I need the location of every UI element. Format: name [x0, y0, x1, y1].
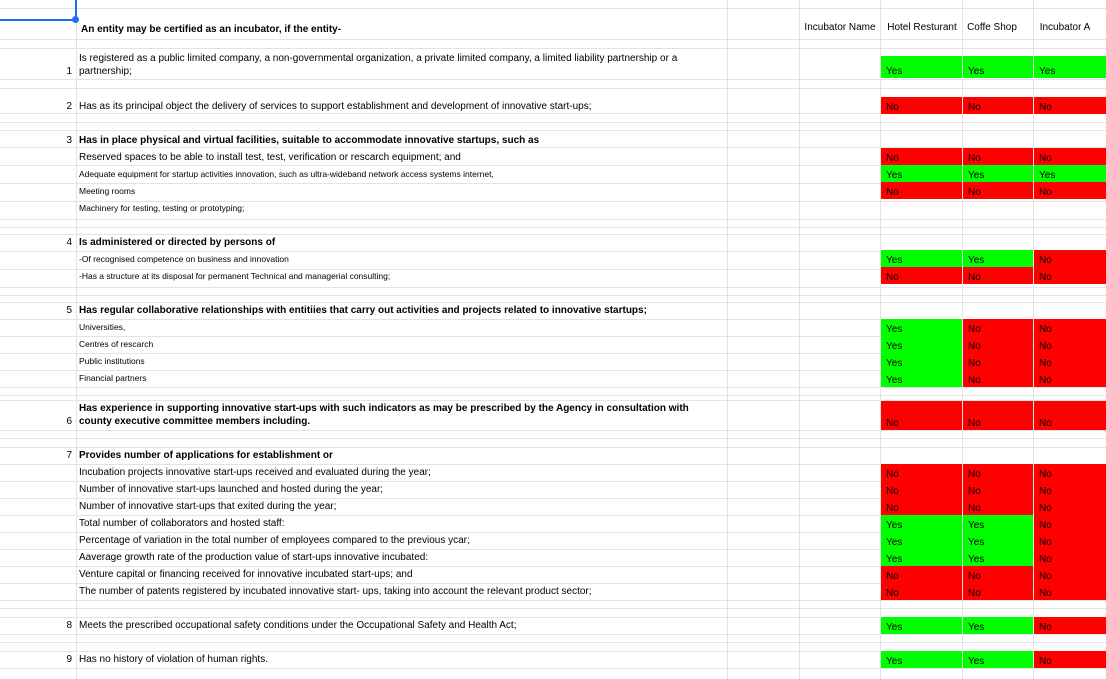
- row-number[interactable]: 6: [66, 416, 72, 427]
- status-cell[interactable]: No: [881, 481, 962, 498]
- criterion-text[interactable]: Provides number of applications for establishment or: [79, 450, 333, 461]
- status-cell[interactable]: No: [1034, 549, 1106, 566]
- status-cell[interactable]: No: [1034, 617, 1106, 634]
- status-cell[interactable]: Yes: [881, 353, 962, 370]
- status-cell[interactable]: No: [881, 401, 962, 430]
- status-cell[interactable]: No: [963, 481, 1033, 498]
- criterion-text[interactable]: Has no history of violation of human rights.: [79, 654, 268, 665]
- status-cell[interactable]: No: [1034, 319, 1106, 336]
- criterion-text[interactable]: Reserved spaces to be able to install test, test, verification or rescarch equipment; and: [79, 152, 461, 163]
- status-cell[interactable]: No: [1034, 515, 1106, 532]
- status-cell[interactable]: No: [963, 319, 1033, 336]
- status-cell[interactable]: No: [881, 148, 962, 165]
- column-header-coffe-shop[interactable]: Coffe Shop: [967, 22, 1017, 33]
- criterion-text[interactable]: Financial partners: [79, 373, 147, 383]
- criterion-text[interactable]: The number of patents registered by incubated innovative start- ups, taking into account the relevant product sector;: [79, 586, 592, 597]
- status-cell[interactable]: No: [963, 370, 1033, 387]
- status-cell[interactable]: Yes: [963, 250, 1033, 267]
- row-number[interactable]: 4: [66, 237, 72, 248]
- criterion-text[interactable]: Has experience in supporting innovative start-ups with such indicators as may be prescribed by the Agency in consultation with county executive committee members including.: [79, 403, 689, 427]
- status-cell[interactable]: No: [1034, 481, 1106, 498]
- status-cell[interactable]: Yes: [1034, 56, 1106, 78]
- criterion-text[interactable]: Meeting rooms: [79, 186, 136, 196]
- criterion-text[interactable]: Venture capital or financing received for innovative incubated start-ups; and: [79, 569, 413, 580]
- status-cell[interactable]: Yes: [1034, 165, 1106, 182]
- status-cell[interactable]: Yes: [963, 651, 1033, 668]
- criterion-text[interactable]: Meets the prescribed occupational safety conditions under the Occupational Safety and Health Act;: [79, 620, 517, 631]
- criterion-text[interactable]: Has as its principal object the delivery of services to support establishment and development of innovative start-ups;: [79, 101, 592, 112]
- status-cell[interactable]: No: [1034, 97, 1106, 114]
- status-cell[interactable]: Yes: [881, 532, 962, 549]
- status-cell[interactable]: No: [963, 401, 1033, 430]
- criterion-text[interactable]: Is registered as a public limited company, a non-governmental organization, a private limited company, a limited liability partnership or a partnership;: [79, 53, 678, 77]
- row-number[interactable]: 7: [66, 450, 72, 461]
- row-number[interactable]: 2: [66, 101, 72, 112]
- column-header-incubator-name[interactable]: Incubator Name: [804, 22, 876, 33]
- status-cell[interactable]: No: [881, 267, 962, 284]
- criterion-text[interactable]: Number of innovative start-ups that exited during the year;: [79, 501, 337, 512]
- status-cell[interactable]: No: [1034, 370, 1106, 387]
- status-cell[interactable]: No: [881, 498, 962, 515]
- criterion-text[interactable]: Percentage of variation in the total number of employees compared to the previous ycar;: [79, 535, 470, 546]
- status-cell[interactable]: No: [1034, 353, 1106, 370]
- criterion-text[interactable]: Public institutions: [79, 356, 145, 366]
- criterion-text[interactable]: Centres of rescarch: [79, 339, 154, 349]
- status-cell[interactable]: Yes: [881, 336, 962, 353]
- status-cell[interactable]: No: [1034, 498, 1106, 515]
- column-header-incubator-a[interactable]: Incubator A: [1039, 22, 1091, 33]
- column-header-hotel-resturant[interactable]: Hotel Resturant: [887, 22, 957, 33]
- status-cell[interactable]: No: [1034, 250, 1106, 267]
- status-cell[interactable]: Yes: [881, 549, 962, 566]
- fill-handle[interactable]: [72, 16, 79, 23]
- row-number[interactable]: 3: [66, 135, 72, 146]
- status-cell[interactable]: Yes: [963, 549, 1033, 566]
- status-cell[interactable]: Yes: [963, 515, 1033, 532]
- status-cell[interactable]: Yes: [881, 319, 962, 336]
- status-cell[interactable]: Yes: [963, 617, 1033, 634]
- criterion-text[interactable]: Has in place physical and virtual facilities, suitable to accommodate innovative startups, such as: [79, 135, 540, 146]
- status-cell[interactable]: No: [881, 583, 962, 600]
- status-cell[interactable]: No: [881, 97, 962, 114]
- active-cell-border-bottom: [0, 19, 76, 21]
- status-cell[interactable]: No: [1034, 583, 1106, 600]
- status-cell[interactable]: Yes: [963, 165, 1033, 182]
- status-cell[interactable]: Yes: [881, 165, 962, 182]
- status-cell[interactable]: No: [1034, 464, 1106, 481]
- criterion-text[interactable]: Is administered or directed by persons of: [79, 237, 276, 248]
- status-cell[interactable]: No: [1034, 336, 1106, 353]
- status-cell[interactable]: No: [963, 353, 1033, 370]
- row-number[interactable]: 5: [66, 305, 72, 316]
- status-cell[interactable]: No: [963, 336, 1033, 353]
- status-cell[interactable]: Yes: [881, 56, 962, 78]
- criterion-text[interactable]: Universities,: [79, 322, 126, 332]
- criterion-text[interactable]: Incubation projects innovative start-ups received and evaluated during the year;: [79, 467, 431, 478]
- row-number[interactable]: 1: [66, 66, 72, 77]
- status-cell[interactable]: Yes: [881, 515, 962, 532]
- status-cell[interactable]: No: [963, 148, 1033, 165]
- criterion-text[interactable]: -Has a structure at its disposal for permanent Technical and managerial consulting;: [79, 271, 391, 281]
- criterion-text[interactable]: Aaverage growth rate of the production value of start-ups innovative incubated:: [79, 552, 429, 563]
- criterion-text[interactable]: Machinery for testing, testing or prototyping;: [79, 203, 245, 213]
- status-cell[interactable]: No: [963, 182, 1033, 199]
- status-cell[interactable]: No: [881, 182, 962, 199]
- status-cell[interactable]: No: [963, 464, 1033, 481]
- status-cell[interactable]: Yes: [963, 532, 1033, 549]
- status-cell[interactable]: Yes: [881, 651, 962, 668]
- row-number[interactable]: 8: [66, 620, 72, 631]
- sheet-title[interactable]: An entity may be certified as an incubator, if the entity-: [81, 24, 342, 35]
- status-cell[interactable]: No: [1034, 566, 1106, 583]
- status-cell[interactable]: No: [963, 97, 1033, 114]
- status-cell[interactable]: Yes: [963, 56, 1033, 78]
- criterion-text[interactable]: -Of recognised competence on business and innovation: [79, 254, 289, 264]
- row-number[interactable]: 9: [66, 654, 72, 665]
- criterion-text[interactable]: Total number of collaborators and hosted staff:: [79, 518, 285, 529]
- status-cell[interactable]: No: [881, 566, 962, 583]
- status-cell[interactable]: No: [1034, 148, 1106, 165]
- status-cell[interactable]: No: [1034, 182, 1106, 199]
- status-cell[interactable]: No: [963, 566, 1033, 583]
- status-cell[interactable]: Yes: [881, 370, 962, 387]
- status-cell[interactable]: No: [1034, 532, 1106, 549]
- status-cell[interactable]: Yes: [881, 250, 962, 267]
- status-cell[interactable]: No: [963, 267, 1033, 284]
- status-cell[interactable]: No: [1034, 401, 1106, 430]
- criterion-text[interactable]: Has regular collaborative relationships with entitiies that carry out activities and projects related to innovative startups;: [79, 305, 647, 316]
- status-cell[interactable]: No: [881, 464, 962, 481]
- status-cell[interactable]: Yes: [881, 617, 962, 634]
- status-cell[interactable]: No: [963, 498, 1033, 515]
- status-cell[interactable]: No: [963, 583, 1033, 600]
- criterion-text[interactable]: Number of innovative start-ups launched and hosted during the year;: [79, 484, 384, 495]
- criterion-text[interactable]: Adequate equipment for startup activities innovation, such as ultra-wideband network access systems internet,: [79, 169, 494, 179]
- status-cell[interactable]: No: [1034, 267, 1106, 284]
- status-cell[interactable]: No: [1034, 651, 1106, 668]
